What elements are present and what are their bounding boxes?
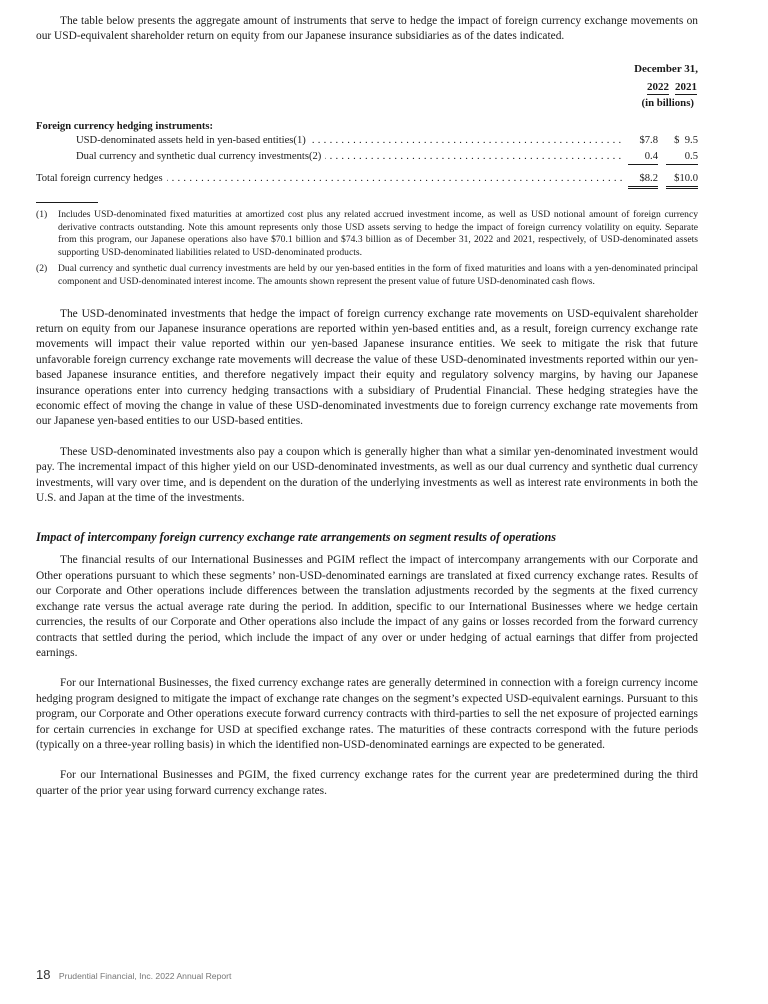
- footnote-number: (2): [36, 263, 48, 274]
- row-label: Dual currency and synthetic dual currency investments(2): [76, 151, 325, 162]
- units-label: (in billions): [641, 96, 694, 109]
- cell-2022: $7.8: [639, 134, 658, 146]
- body-paragraph: The USD-denominated investments that hedge the impact of foreign currency exchange rate movements on USD-equivalent shareholder return on equity from our Japanese insurance operations are reported within yen-based entities and, as a result, foreign currency exchange rate movements will impact their value reported within our yen-based Japanese insurance entities. We seek to mitigate the risk that future unfavorable foreign currency exchange rate movements will decrease the value of these USD-denominated investments reported within our yen-based Japanese insurance entities, and therefore negatively impact their equity and regulatory solvency margins, by having our Japanese insurance operations enter into currency hedging transactions with a subsidiary of Prudential Financial. These hedging strategies have the economic effect of moving the change in value of these USD-denominated investments due to foreign currency exchange rate movements from our Japanese yen-based entities to our USD-based entities.: [36, 307, 698, 428]
- page-number: 18: [36, 967, 51, 982]
- table-row: [36, 150, 698, 164]
- footnote-number: (1): [36, 208, 48, 220]
- hedging-table: [36, 63, 698, 186]
- footnote-divider: [36, 202, 98, 203]
- footnote: [36, 263, 698, 289]
- total-label: Total foreign currency hedges: [36, 173, 167, 184]
- section-heading: Foreign currency hedging instruments:: [36, 120, 214, 132]
- footnote-text: Dual currency and synthetic dual currency investments are held by our yen-based entities in the form of fixed maturities and loans with a yen-denominated principal component and USD-denominated interest income. The amounts shown represent the present value of future USD-denominated cash flows.: [58, 263, 698, 287]
- intro-paragraph: The table below presents the aggregate amount of instruments that serve to hedge the impact of foreign currency exchange movements on our USD-equivalent shareholder return on equity from our Japanese insurance subsidiaries as of the dates indicated.: [36, 15, 698, 43]
- footnote-text: Includes USD-denominated fixed maturities at amortized cost plus any related accrued investment income, as well as USD notional amount of foreign currency derivative contracts outstanding. Note this amount represents only those USD assets serving to hedge the impact of foreign currency volatility on equity. Separate from this program, our Japanese operations also have $70.1 billion and $74.3 billion as of December 31, 2022 and 2021, respectively, of USD-denominated assets supporting USD-denominated liabilities related to USD-denominated products.: [58, 208, 698, 259]
- body-paragraph: For our International Businesses and PGIM, the fixed currency exchange rates for the current year are predetermined during the third quarter of the prior year using forward currency exchange rates.: [36, 769, 698, 797]
- cell-2022: 0.4: [628, 150, 658, 165]
- cell-2021: $ 9.5: [674, 134, 698, 146]
- body-paragraph: For our International Businesses, the fixed currency exchange rates are generally determined in connection with a foreign currency income hedging program designed to mitigate the impact of exchange rate changes on the segment’s expected USD-equivalent earnings. Pursuant to this program, our Corporate and Other operations execute forward currency contracts with third-parties to sell the net exposure of projected earnings for certain currencies in exchange for USD at specified exchange rates. The maturities of these contracts correspond with the future periods (typically on a three-year rolling basis) in which the identified non-USD-denominated earnings are expected to be generated.: [36, 677, 698, 751]
- column-2022: 2022: [647, 80, 669, 93]
- page-footer: [36, 966, 231, 984]
- page-content: [36, 14, 698, 799]
- column-2021: 2021: [675, 80, 697, 93]
- row-label: USD-denominated assets held in yen-based entities(1): [76, 135, 310, 146]
- section-title: Impact of intercompany foreign currency exchange rate arrangements on segment results of operations: [36, 530, 557, 545]
- body-paragraph: The financial results of our International Businesses and PGIM reflect the impact of intercompany arrangements with our Corporate and Other operations pursuant to which these segments’ non-USD-denominated earnings are translated at fixed currency exchange rates. Results of our Corporate and Other operations include differences between the translation adjustments recorded by the segments at the fixed currency exchange rate versus the actual average rate during the period. In addition, specific to our International Businesses where we hedge certain currencies, the results of our Corporate and Other operations also include the impact of any gains or losses recorded from the forward currency contracts that settled during the period, which include the impact of any over or under hedging of actual earnings that differ from projected earnings.: [36, 554, 698, 659]
- report-title: Prudential Financial, Inc. 2022 Annual Report: [58, 971, 232, 981]
- total-2021: $10.0: [666, 172, 698, 189]
- total-row: [36, 172, 698, 186]
- table-header: [36, 63, 698, 109]
- total-2022: $8.2: [628, 172, 658, 189]
- table-row: [36, 134, 698, 148]
- body-paragraph: These USD-denominated investments also pay a coupon which is generally higher than what a similar yen-denominated investment would pay. The incremental impact of this higher yield on our USD-denominated investments, as well as our dual currency and synthetic dual currency investments, will vary over time, and is dependent on the duration of the underlying investments as well as interest rate environments in both the U.S. and Japan at the time of the investments.: [36, 445, 698, 505]
- period-header: December 31,: [634, 62, 698, 75]
- cell-2021: 0.5: [666, 150, 698, 165]
- footnote: [36, 209, 698, 260]
